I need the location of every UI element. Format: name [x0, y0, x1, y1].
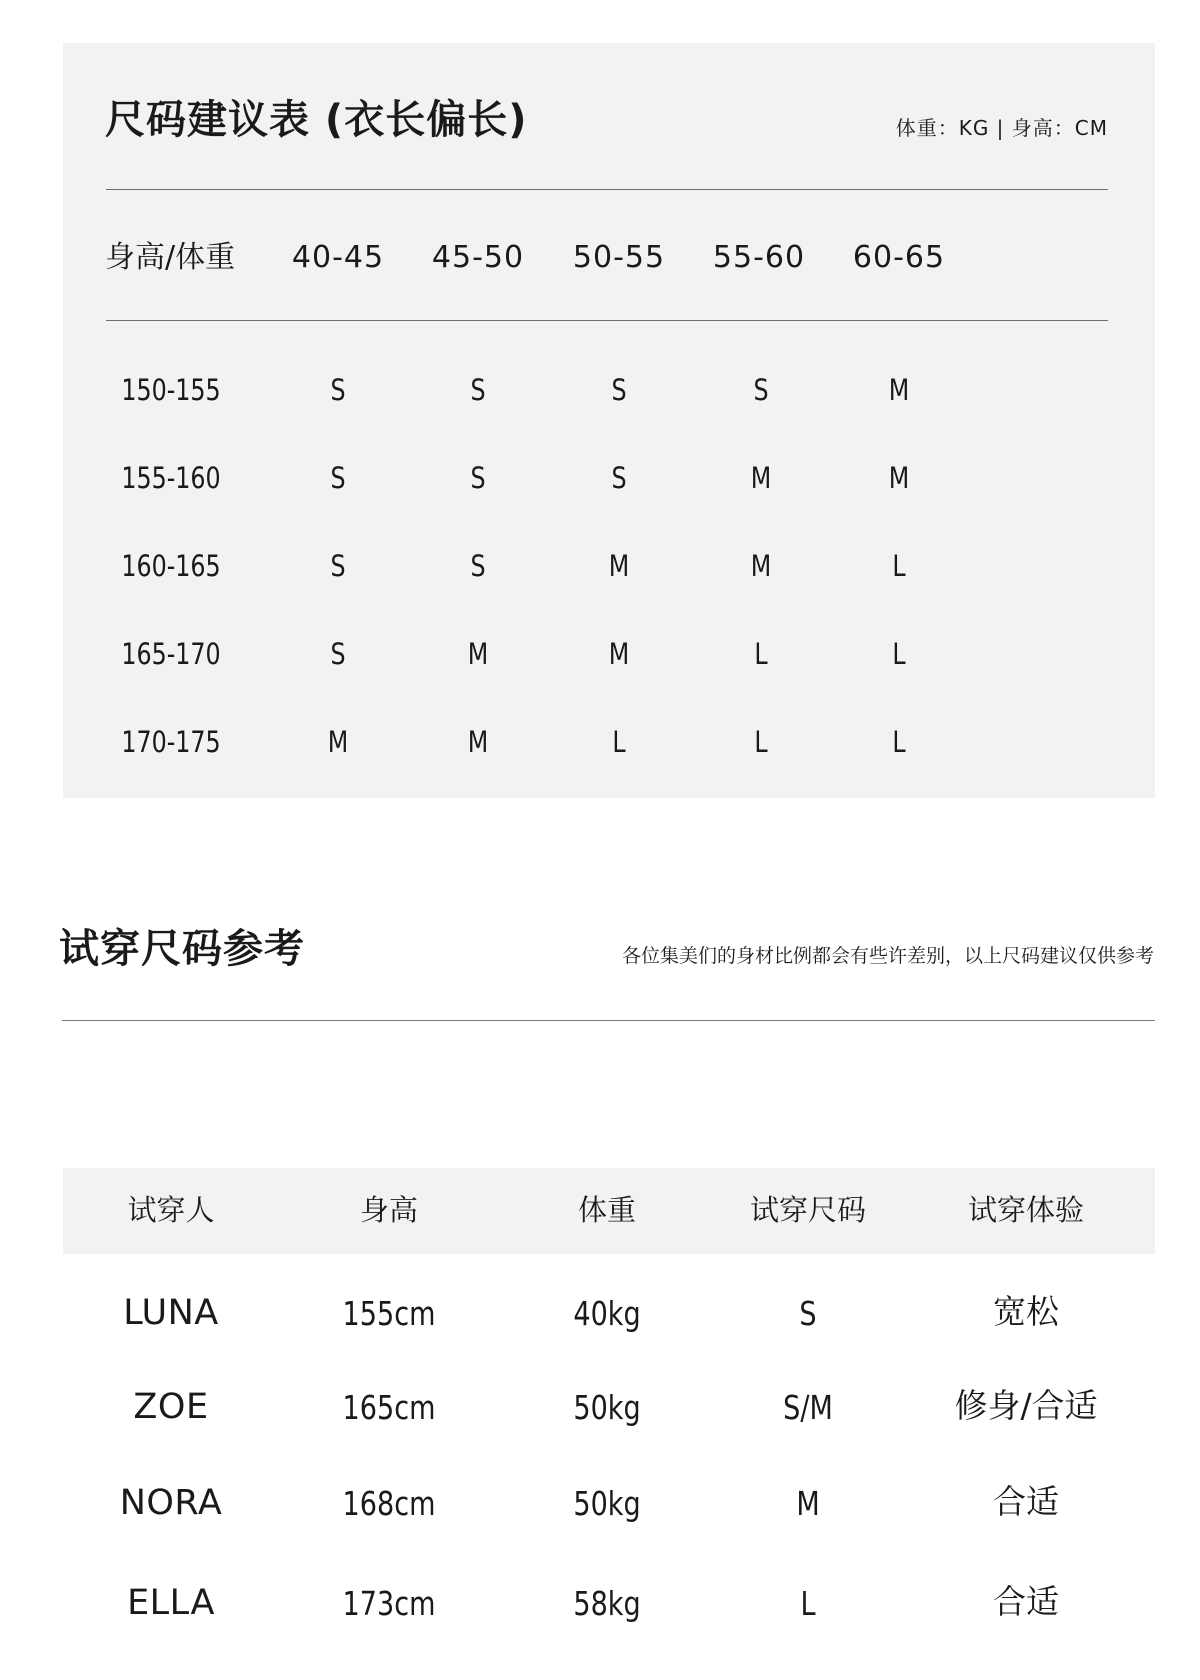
size-cell: S [330, 549, 346, 583]
tryon-height: 168cm [342, 1484, 436, 1523]
size-cell: M [327, 725, 349, 759]
tryon-model-name: ELLA [127, 1583, 215, 1623]
size-cell: M [608, 549, 630, 583]
size-cell: S [330, 373, 346, 407]
size-cell: S [611, 461, 627, 495]
height-range-label: 160-165 [121, 549, 221, 583]
tryon-weight: 40kg [573, 1294, 641, 1333]
tryon-fit: 修身/合适 [954, 1386, 1098, 1425]
weight-range-header: 60-65 [852, 240, 946, 275]
size-cell: S [470, 373, 486, 407]
size-cell: M [608, 637, 630, 671]
size-cell: M [467, 637, 489, 671]
tryon-size: M [796, 1484, 820, 1523]
tryon-height: 173cm [342, 1584, 436, 1623]
size-cell: S [330, 461, 346, 495]
size-cell: L [892, 637, 906, 671]
height-range-label: 165-170 [121, 637, 221, 671]
height-range-label: 155-160 [121, 461, 221, 495]
header-divider-bottom [106, 320, 1108, 321]
tryon-model-name: NORA [119, 1483, 223, 1523]
tryon-title: 试穿尺码参考 [59, 926, 305, 972]
column-header: 试穿体验 [967, 1193, 1084, 1227]
tryon-note: 各位集美们的身材比例都会有些许差别，以上尺码建议仅供参考 [621, 945, 1154, 967]
header-divider-top [106, 189, 1108, 190]
tryon-model-name: ZOE [133, 1387, 209, 1427]
size-cell: M [888, 461, 910, 495]
size-cell: L [754, 725, 768, 759]
tryon-fit: 宽松 [993, 1292, 1059, 1331]
size-cell: M [750, 549, 772, 583]
height-range-label: 170-175 [121, 725, 221, 759]
size-cell: L [892, 725, 906, 759]
height-range-label: 150-155 [121, 373, 221, 407]
tryon-fit: 合适 [993, 1482, 1059, 1521]
size-cell: M [467, 725, 489, 759]
tryon-size: L [800, 1584, 816, 1623]
size-chart-panel [63, 43, 1155, 798]
size-cell: S [611, 373, 627, 407]
size-cell: L [612, 725, 626, 759]
size-cell: S [470, 549, 486, 583]
size-cell: M [750, 461, 772, 495]
size-cell: M [888, 373, 910, 407]
size-chart-title: 尺码建议表 (衣长偏长) [105, 97, 528, 143]
column-header: 身高 [359, 1193, 418, 1227]
tryon-size: S/M [783, 1388, 833, 1427]
column-header: 试穿人 [127, 1193, 215, 1227]
unit-note: 体重：KG | 身高：CM [895, 116, 1108, 140]
size-cell: L [754, 637, 768, 671]
size-cell: S [470, 461, 486, 495]
tryon-weight: 58kg [573, 1584, 641, 1623]
tryon-weight: 50kg [573, 1484, 641, 1523]
weight-range-header: 50-55 [572, 240, 666, 275]
weight-range-header: 45-50 [431, 240, 525, 275]
tryon-fit: 合适 [993, 1582, 1059, 1621]
height-weight-header: 身高/体重 [105, 240, 236, 275]
weight-range-header: 40-45 [291, 240, 385, 275]
tryon-divider [62, 1020, 1155, 1021]
size-cell: L [892, 549, 906, 583]
tryon-height: 165cm [342, 1388, 436, 1427]
column-header: 试穿尺码 [749, 1193, 866, 1227]
column-header: 体重 [577, 1193, 636, 1227]
tryon-model-name: LUNA [123, 1293, 219, 1333]
weight-range-header: 55-60 [712, 240, 806, 275]
tryon-height: 155cm [342, 1294, 436, 1333]
tryon-weight: 50kg [573, 1388, 641, 1427]
tryon-size: S [799, 1294, 817, 1333]
size-cell: S [330, 637, 346, 671]
size-cell: S [753, 373, 769, 407]
